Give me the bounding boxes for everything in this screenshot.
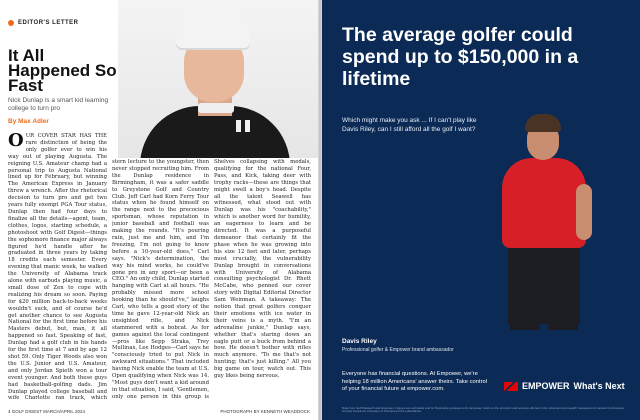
golfer-photo [472, 104, 622, 334]
ad-question: Which might make you ask ... If I can't play like Davis Riley, can I still afford all the golf I want? [342, 117, 477, 133]
ambassador-name: Davis Riley [342, 338, 377, 345]
cover-star-photo [118, 0, 318, 158]
ad-fine-print: Data from Golf Datatech and Empower. Figures are estimated and for illustrative purposes only. Empower refers to the products and services offered in the retirement and wealth management markets by Empower Annuity Insurance Company of America and its subsidiaries. [342, 407, 625, 413]
section-tag [8, 20, 79, 26]
golfer-leg-left [510, 294, 540, 330]
golfer-red-shirt [502, 158, 586, 248]
ad-headline: The average golfer could spend up to $150,000 in a lifetime [342, 24, 579, 90]
drop-cap: O [8, 133, 24, 151]
photo-collar [198, 103, 234, 113]
section-tag-label: EDITOR'S LETTER [18, 20, 79, 26]
article-column-1 [8, 133, 107, 401]
golfer-leg-right [548, 294, 578, 330]
golf-digest-dot-icon [8, 20, 14, 26]
brand-name: EMPOWER [522, 381, 570, 391]
golfer-hair [525, 114, 561, 132]
page-footer-folio: 4 GOLF DIGEST MARCH/APRIL 2024 [8, 409, 86, 414]
adidas-stripes-icon [236, 120, 250, 132]
editors-letter-page [0, 0, 318, 420]
golfer-arm [576, 184, 592, 240]
empower-mark-icon [504, 382, 518, 391]
empower-ad-page [322, 0, 640, 420]
ad-body-copy: Everyone has financial questions. At Empower, we're helping 18 million Americans' answer theirs. Take control of your financial future at empower.com. [342, 371, 488, 392]
article-column-2: stern lecture to the youngster, then never stopped recruiting him. From the Dunlap residence in Birmingham, it was a safer saddle to Greystone Golf and Country Club. Jeff Carl had Korn Ferry Tour status when he found himself on the range next to the precocious sportsman, whose reputation in junior baseball and football was making the rounds. "It's pouring rain, just me and him, and I'm freezing, I'm not going to know before a 10-year-old does," Carl says. "Nick's determination, the way his mind works, he could've gone pro in any sport—or been a CEO." An only child, Dunlap started hanging with Carl at all hours. "He probably missed more school hooking than he should've," laughs Carl, who tells a good story of the time he gave 12-year-old Nick an unsighted rifle, and Nick stammered with a bobcat. As for games against the local contingent—pros like Sepp Straka, Trey Mullinax, Lee Hodges—Carl says he "consciously tried to put Nick in awkward situations." That included having Nick enable the team at U.S. Open qualifying when Nick was 14. "Most guys don't want a kid around in that situation, I said, 'Gentlemen, only one person in this group is [112, 159, 209, 400]
column-1-text: UR COVER STAR HAS THE rare distinction of being the only golfer ever to win his way out of playing Augusta. The reigning U.S. Amateur champ had a personal trip to Augusta National lined up for February, but winning The American Express in January threw a wrench. After the rhetorical decision to turn pro and get two years fully exempt PGA Tour status, Dunlap then had four days to finalize all the details—agent, team, clothes, logos, starting schedule, a photoshoot with Golf Digest—things the sophomore finance major always figured he'd handle after he graduated in three years by taking 18 credits each semester. Every evening that manic week, he walked the University of Alabama track alone with earbuds playing music, a small dose of Zen to cope with realizing his dream so soon. Paying for $20 million back-to-back weeks wouldn't suck, and of course he'd get another chance to see Augusta National for the first time before his Masters debut, but, man, it all happened so fast. Speaking of fast, Dunlap had a golf club in his hands for the first time at 7 and by age 12 shot 59. Only Tiger Woods also won the U.S. Junior and U.S. Amateur, and only Jordan Spieth won a tour event younger. And both these guys had basketball-golfing dads. Jim Dunlap played college baseball and wife Charlotte ran track, which [8, 133, 107, 401]
article-column-3: Shelves collapsing with medals, qualifying for the national Four, Pass, and Kick, taking deer with trophy racks—these are things that might swell a boy's head. Despite all the talent Seawell has witnessed, what stood out with Dunlap was his "coachability," which is another word for humility, an eagerness to learn and be directed. It was a purposeful demeanor that certainly fit the phase when he was growing into his size 12 feet and later, perhaps most crucially, the vulnerability Dunlap brought in conversations with University of Alabama consulting psychologist Dr. Rhett McCabe, who penned our cover story with Digital Editorial Director Sam Weinman. A takeaway: The notion that great golfers conquer their emotions with ice water in their veins is a myth. "I'm an adrenaline junkie," Dunlap says, whether that's staring down an eagle putt or a buck from behind a bow. He doesn't bother with rifles much anymore. "To me that's not hunting; that's just killing." All you big game on tour, watch out. This guy likes being nervous. [214, 159, 311, 380]
byline: By Max Adler [8, 118, 49, 125]
photo-cap [176, 8, 250, 48]
empower-logo[interactable] [504, 381, 625, 391]
article-headline: It All Happened So Fast [8, 46, 117, 95]
brand-tagline: What's Next [573, 381, 625, 391]
article-deck: Nick Dunlap is a smart kid learning college to turn pro [8, 97, 109, 112]
ambassador-role: Professional golfer & Empower brand ambassador [342, 347, 454, 353]
photo-credit: PHOTOGRAPH BY KENNETH WEADDOCK [220, 409, 310, 414]
